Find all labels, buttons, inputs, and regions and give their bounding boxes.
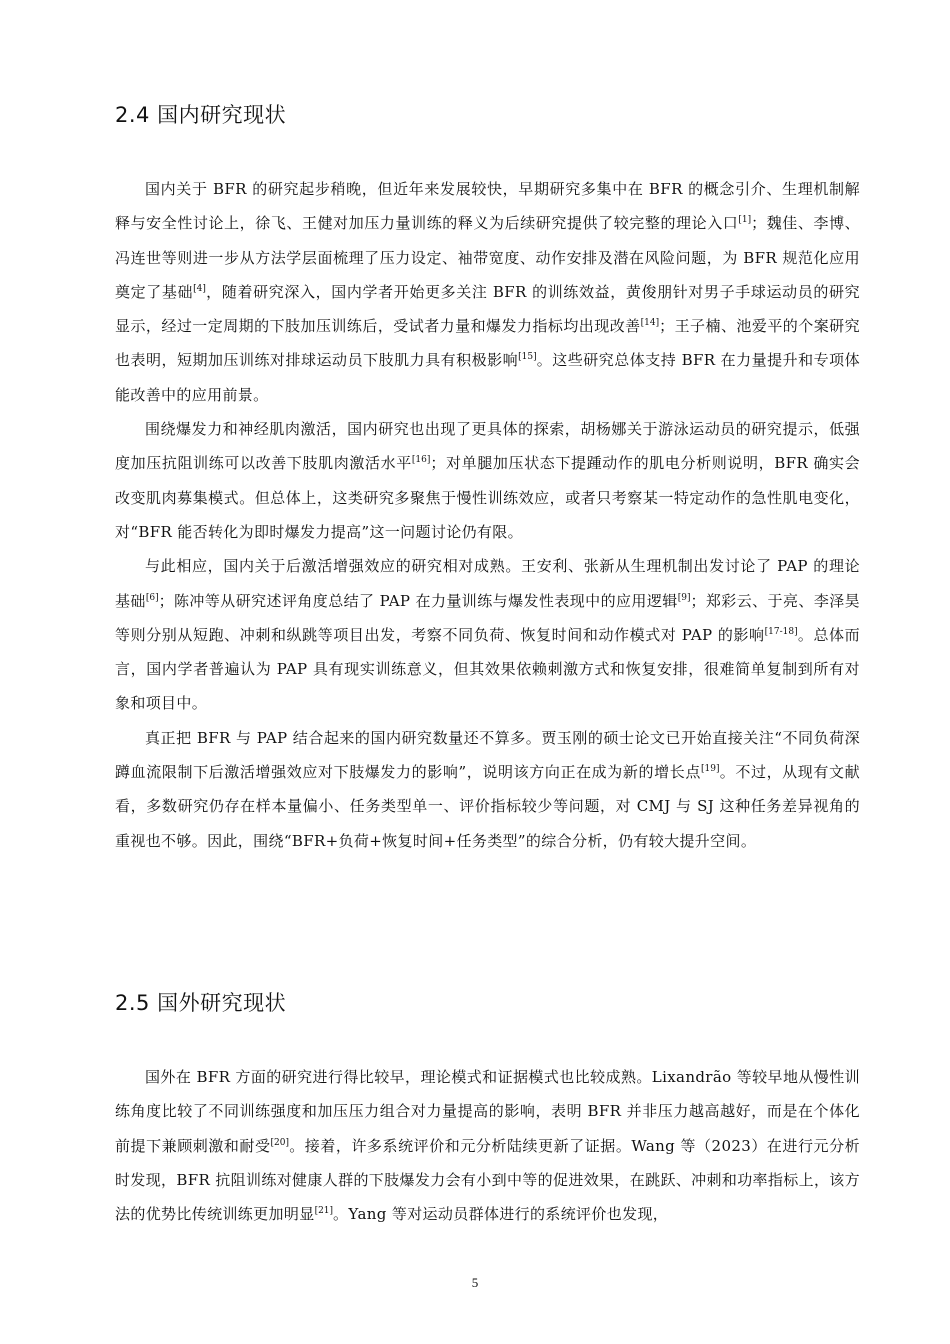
citation-ref: [14] xyxy=(640,318,660,329)
paragraph xyxy=(115,412,860,549)
paragraph xyxy=(115,1060,860,1231)
paragraph-text: 。总体而言，国内学者普遍认为 PAP 具有现实训练意义，但其效果依赖刺激方式和恢复安排，很难简单复制到所有对象和项目中。 xyxy=(115,625,860,713)
paragraph-text: 。Yang 等对运动员群体进行的系统评价也发现， xyxy=(333,1205,669,1224)
paragraph-text: 。这些研究总体支持 BFR 在力量提升和专项体能改善中的应用前景。 xyxy=(115,351,861,404)
citation-ref: [17-18] xyxy=(764,626,798,637)
citation-ref: [1] xyxy=(738,215,752,226)
paragraph-text: 。接着，许多系统评价和元分析陆续更新了证据。Wang 等（2023）在进行元分析时发现，BFR 抗阻训练对健康人群的下肢爆发力会有小到中等的促进效果，在跳跃、冲刺和功率指标上，该方法的优势比传统训练更加明显 xyxy=(115,1136,860,1224)
section-body-international xyxy=(115,1060,860,1231)
paragraph-text: 国外在 BFR 方面的研究进行得比较早，理论模式和证据模式也比较成熟。Lixandrão 等较早地从慢性训练角度比较了不同训练强度和加压压力组合对力量提高的影响，表明 BFR 并非压力越高越好，而是在个体化前提下兼顾刺激和耐受 xyxy=(115,1068,860,1155)
section-heading-international: 2.5 国外研究现状 xyxy=(115,991,287,1015)
paragraph-text: 围绕爆发力和神经肌肉激活，国内研究也出现了更具体的探索，胡杨娜关于游泳运动员的研究提示，低强度加压抗阻训练可以改善下肢肌肉激活水平 xyxy=(115,420,860,473)
paragraph-text: 与此相应，国内关于后激活增强效应的研究相对成熟。王安利、张新从生理机制出发讨论了 PAP 的理论基础 xyxy=(115,557,860,610)
paragraph-text: ，随着研究深入，国内学者开始更多关注 BFR 的训练效益，黄俊朋针对男子手球运动员的研究显示，经过一定周期的下肢加压训练后，受试者力量和爆发力指标均出现改善 xyxy=(115,282,860,336)
paragraph-text: ；对单腿加压状态下提踵动作的肌电分析则说明，BFR 确实会改变肌肉募集模式。但总体上，这类研究多聚焦于慢性训练效应，或者只考察某一特定动作的急性肌电变化，对“BFR 能否转化为即时爆发力提高”这一问题讨论仍有限。 xyxy=(115,454,860,541)
page-number: 5 xyxy=(471,1275,479,1290)
citation-ref: [9] xyxy=(677,592,691,603)
citation-ref: [21] xyxy=(314,1206,334,1217)
section-heading-domestic: 2.4 国内研究现状 xyxy=(115,103,287,127)
paragraph xyxy=(115,721,860,858)
section-body-domestic xyxy=(115,172,860,858)
paragraph-text: 真正把 BFR 与 PAP 结合起来的国内研究数量还不算多。贾玉刚的硕士论文已开始直接关注“不同负荷深蹲血流限制下后激活增强效应对下肢爆发力的影响”，说明该方向正在成为新的增长点 xyxy=(115,728,860,782)
paragraph xyxy=(115,549,860,720)
citation-ref: [15] xyxy=(518,352,537,363)
paragraph-text: ；王子楠、池爱平的个案研究也表明，短期加压训练对排球运动员下肢肌力具有积极影响 xyxy=(115,317,860,370)
citation-ref: [4] xyxy=(193,283,206,294)
paragraph-text: ；郑彩云、于亮、李泽昊等则分别从短跑、冲刺和纵跳等项目出发，考察不同负荷、恢复时间和动作模式对 PAP 的影响 xyxy=(115,591,861,644)
citation-ref: [20] xyxy=(270,1137,290,1148)
paragraph-text: 国内关于 BFR 的研究起步稍晚，但近年来发展较快，早期研究多集中在 BFR 的概念引介、生理机制解释与安全性讨论上，徐飞、王健对加压力量训练的释义为后续研究提供了较完整的理论入口 xyxy=(115,180,860,233)
paragraph-text: 。不过，从现有文献看，多数研究仍存在样本量偏小、任务类型单一、评价指标较少等问题，对 CMJ 与 SJ 这种任务差异视角的重视也不够。因此，围绕“BFR+负荷+恢复时间+任务类型”的综合分析，仍有较大提升空间。 xyxy=(115,763,860,850)
paragraph xyxy=(115,172,860,412)
paragraph-text: ；魏佳、李博、冯连世等则进一步从方法学层面梳理了压力设定、袖带宽度、动作安排及潜在风险问题，为 BFR 规范化应用奠定了基础 xyxy=(115,214,860,301)
citation-ref: [16] xyxy=(411,455,431,466)
paragraph-text: ；陈冲等从研究述评角度总结了 PAP 在力量训练与爆发性表现中的应用逻辑 xyxy=(158,591,678,610)
citation-ref: [19] xyxy=(700,764,720,775)
citation-ref: [6] xyxy=(145,592,159,603)
